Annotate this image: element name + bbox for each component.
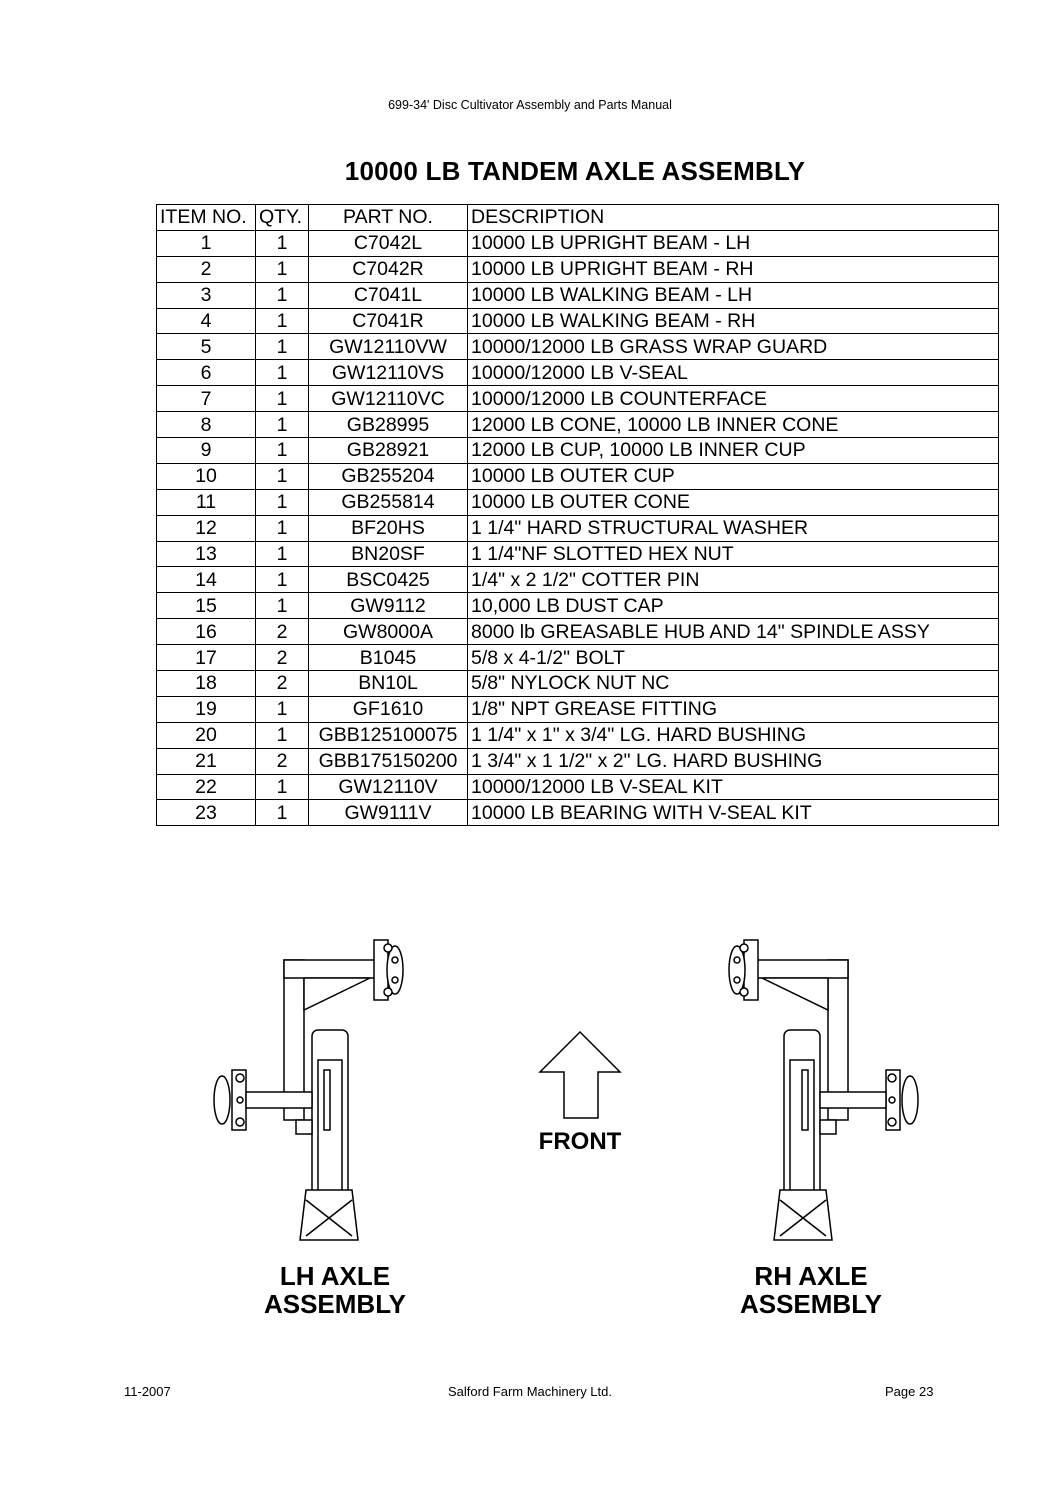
- cell-item-no: 18: [157, 671, 256, 697]
- cell-part-no: C7042L: [309, 230, 468, 256]
- rh-axle-label: [681, 1262, 941, 1318]
- table-row: [157, 774, 999, 800]
- footer-company: Salford Farm Machinery Ltd.: [447, 1384, 612, 1399]
- cell-description: 10000 LB OUTER CUP: [468, 463, 999, 489]
- table-row: [157, 696, 999, 722]
- table-row: [157, 412, 999, 438]
- cell-description: 1 1/4" x 1" x 3/4" LG. HARD BUSHING: [468, 722, 999, 748]
- cell-part-no: GW9112: [309, 593, 468, 619]
- cell-description: 5/8" NYLOCK NUT NC: [468, 671, 999, 697]
- cell-part-no: BN20SF: [309, 541, 468, 567]
- lh-axle-label: [205, 1262, 465, 1318]
- parts-table: [156, 204, 999, 826]
- table-row: [157, 360, 999, 386]
- cell-item-no: 20: [157, 722, 256, 748]
- table-row: [157, 515, 999, 541]
- cell-part-no: BSC0425: [309, 567, 468, 593]
- cell-description: 10000 LB WALKING BEAM - RH: [468, 308, 999, 334]
- cell-qty: 1: [256, 774, 309, 800]
- cell-item-no: 21: [157, 748, 256, 774]
- table-row: [157, 800, 999, 826]
- table-row: [157, 308, 999, 334]
- cell-description: 12000 LB CUP, 10000 LB INNER CUP: [468, 438, 999, 464]
- cell-item-no: 12: [157, 515, 256, 541]
- footer-date: 11-2007: [124, 1384, 171, 1399]
- cell-description: 10000/12000 LB GRASS WRAP GUARD: [468, 334, 999, 360]
- cell-part-no: GB28921: [309, 438, 468, 464]
- cell-part-no: B1045: [309, 645, 468, 671]
- cell-part-no: GF1610: [309, 696, 468, 722]
- cell-qty: 2: [256, 671, 309, 697]
- parts-table-body: [157, 230, 999, 825]
- cell-qty: 1: [256, 334, 309, 360]
- cell-part-no: GB255814: [309, 489, 468, 515]
- cell-qty: 1: [256, 256, 309, 282]
- rh-axle-drawing: [729, 940, 918, 1240]
- table-row: [157, 489, 999, 515]
- cell-part-no: C7041R: [309, 308, 468, 334]
- cell-item-no: 7: [157, 386, 256, 412]
- cell-item-no: 1: [157, 230, 256, 256]
- table-row: [157, 671, 999, 697]
- cell-item-no: 2: [157, 256, 256, 282]
- cell-item-no: 23: [157, 800, 256, 826]
- table-row: [157, 438, 999, 464]
- cell-item-no: 14: [157, 567, 256, 593]
- cell-item-no: 3: [157, 282, 256, 308]
- lh-axle-label-line2: ASSEMBLY: [263, 1289, 407, 1319]
- lh-axle-label-line1: LH AXLE: [279, 1261, 391, 1291]
- cell-item-no: 16: [157, 619, 256, 645]
- rh-axle-label-line1: RH AXLE: [754, 1261, 868, 1291]
- cell-part-no: GW8000A: [309, 619, 468, 645]
- cell-description: 1 1/4" HARD STRUCTURAL WASHER: [468, 515, 999, 541]
- front-label: FRONT: [538, 1128, 622, 1155]
- cell-description: 1/8" NPT GREASE FITTING: [468, 696, 999, 722]
- cell-qty: 1: [256, 489, 309, 515]
- table-header-row: [157, 205, 999, 231]
- table-row: [157, 463, 999, 489]
- table-row: [157, 256, 999, 282]
- cell-item-no: 10: [157, 463, 256, 489]
- footer-page-number: Page 23: [885, 1384, 934, 1399]
- cell-part-no: GB28995: [309, 412, 468, 438]
- cell-item-no: 8: [157, 412, 256, 438]
- cell-item-no: 15: [157, 593, 256, 619]
- cell-part-no: GW12110VW: [309, 334, 468, 360]
- cell-qty: 1: [256, 567, 309, 593]
- cell-description: 8000 lb GREASABLE HUB AND 14" SPINDLE ASSY: [468, 619, 999, 645]
- cell-part-no: C7041L: [309, 282, 468, 308]
- header-part-no: PART NO.: [309, 205, 468, 231]
- cell-qty: 1: [256, 386, 309, 412]
- cell-part-no: GW12110V: [309, 774, 468, 800]
- cell-item-no: 4: [157, 308, 256, 334]
- table-row: [157, 386, 999, 412]
- lh-axle-drawing: [214, 940, 403, 1240]
- table-row: [157, 282, 999, 308]
- cell-part-no: GBB125100075: [309, 722, 468, 748]
- table-row: [157, 334, 999, 360]
- cell-description: 12000 LB CONE, 10000 LB INNER CONE: [468, 412, 999, 438]
- cell-qty: 1: [256, 438, 309, 464]
- cell-description: 10000 LB OUTER CONE: [468, 489, 999, 515]
- cell-description: 10000 LB UPRIGHT BEAM - RH: [468, 256, 999, 282]
- cell-qty: 1: [256, 230, 309, 256]
- cell-description: 10000 LB WALKING BEAM - LH: [468, 282, 999, 308]
- cell-qty: 1: [256, 515, 309, 541]
- table-row: [157, 748, 999, 774]
- cell-item-no: 22: [157, 774, 256, 800]
- cell-qty: 1: [256, 412, 309, 438]
- cell-description: 5/8 x 4-1/2" BOLT: [468, 645, 999, 671]
- cell-description: 10000 LB UPRIGHT BEAM - LH: [468, 230, 999, 256]
- cell-description: 10000 LB BEARING WITH V-SEAL KIT: [468, 800, 999, 826]
- cell-item-no: 11: [157, 489, 256, 515]
- cell-qty: 2: [256, 619, 309, 645]
- manual-title: 699-34' Disc Cultivator Assembly and Parts Manual: [388, 98, 672, 112]
- cell-qty: 1: [256, 593, 309, 619]
- cell-qty: 1: [256, 282, 309, 308]
- cell-part-no: GB255204: [309, 463, 468, 489]
- header-item-no: ITEM NO.: [157, 205, 256, 231]
- cell-part-no: GW9111V: [309, 800, 468, 826]
- front-arrow-icon: [540, 1032, 620, 1118]
- cell-description: 1/4" x 2 1/2" COTTER PIN: [468, 567, 999, 593]
- cell-item-no: 5: [157, 334, 256, 360]
- cell-description: 10000/12000 LB V-SEAL: [468, 360, 999, 386]
- cell-part-no: GW12110VS: [309, 360, 468, 386]
- header-qty: QTY.: [256, 205, 309, 231]
- cell-qty: 2: [256, 748, 309, 774]
- cell-description: 1 3/4" x 1 1/2" x 2" LG. HARD BUSHING: [468, 748, 999, 774]
- cell-part-no: GW12110VC: [309, 386, 468, 412]
- table-row: [157, 722, 999, 748]
- table-row: [157, 230, 999, 256]
- page-title: 10000 LB TANDEM AXLE ASSEMBLY: [344, 156, 806, 186]
- cell-qty: 1: [256, 541, 309, 567]
- cell-qty: 1: [256, 800, 309, 826]
- cell-qty: 1: [256, 308, 309, 334]
- cell-qty: 1: [256, 696, 309, 722]
- cell-part-no: BF20HS: [309, 515, 468, 541]
- cell-item-no: 17: [157, 645, 256, 671]
- table-row: [157, 593, 999, 619]
- table-row: [157, 541, 999, 567]
- cell-qty: 1: [256, 360, 309, 386]
- table-row: [157, 619, 999, 645]
- cell-part-no: BN10L: [309, 671, 468, 697]
- cell-qty: 1: [256, 722, 309, 748]
- table-row: [157, 645, 999, 671]
- cell-item-no: 19: [157, 696, 256, 722]
- rh-axle-label-line2: ASSEMBLY: [739, 1289, 883, 1319]
- cell-qty: 1: [256, 463, 309, 489]
- header-description: DESCRIPTION: [468, 205, 999, 231]
- cell-item-no: 13: [157, 541, 256, 567]
- cell-item-no: 9: [157, 438, 256, 464]
- cell-item-no: 6: [157, 360, 256, 386]
- cell-description: 10000/12000 LB COUNTERFACE: [468, 386, 999, 412]
- cell-qty: 2: [256, 645, 309, 671]
- cell-part-no: GBB175150200: [309, 748, 468, 774]
- cell-description: 1 1/4"NF SLOTTED HEX NUT: [468, 541, 999, 567]
- table-row: [157, 567, 999, 593]
- cell-description: 10000/12000 LB V-SEAL KIT: [468, 774, 999, 800]
- cell-part-no: C7042R: [309, 256, 468, 282]
- cell-description: 10,000 LB DUST CAP: [468, 593, 999, 619]
